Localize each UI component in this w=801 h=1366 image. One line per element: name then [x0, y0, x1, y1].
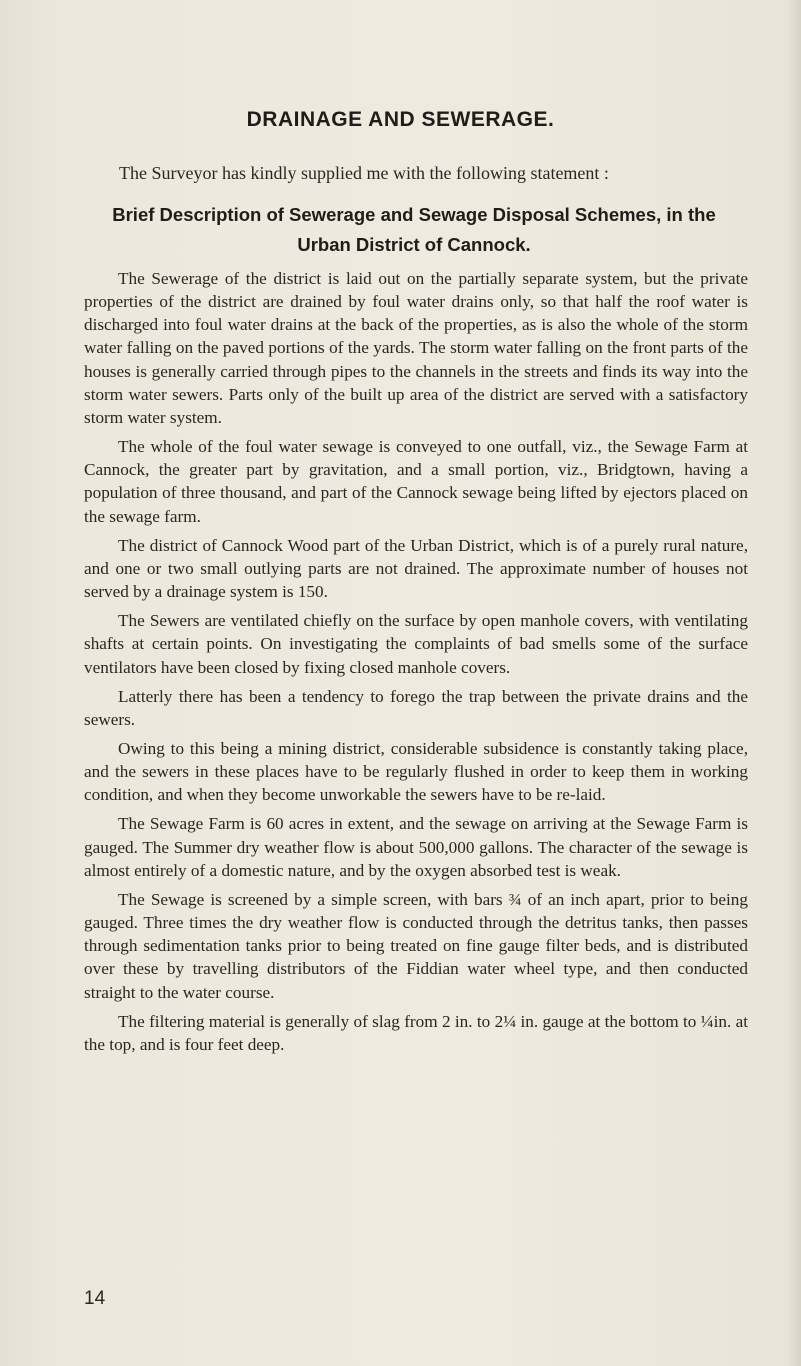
page-heading: DRAINAGE AND SEWERAGE.	[246, 108, 555, 131]
paragraph-outfall: The whole of the foul water sewage is conveyed to one outfall, viz., the Sewage Farm at Cannock, the greater part by gravitation, and a small portion, viz., Bridgtown, having a population of three thousand, and part of the Cannock sewage being lifted by ejectors placed on the sewage farm.	[84, 437, 748, 526]
paragraph-sewerage-system: The Sewerage of the district is laid out on the partially separate system, but the private properties of the district are drained by foul water drains only, so that half the roof water is discharged into foul water drains at the back of the properties, as is also the whole of the storm water falling on the paved portions of the yards. The storm water falling on the front parts of the houses is generally carried through pipes to the channels in the streets and finds its way into the storm water sewers. Parts only of the built up area of the district are served with a satisfactory storm water system.	[84, 269, 748, 427]
section-subheading: Brief Description of Sewerage and Sewage Disposal Schemes, in the Urban District of Cannock.	[112, 204, 716, 255]
paragraph-traps: Latterly there has been a tendency to forego the trap between the private drains and the sewers.	[84, 686, 748, 729]
paragraph-screening: The Sewage is screened by a simple screen, with bars ¾ of an inch apart, prior to being gauged. Three times the dry weather flow is conducted through the detritus tanks, then passes through sedimentation tanks prior to being treated on fine gauge filter beds, and is distributed over these by travelling distributors of the Fiddian water wheel type, and then conducted straight to the water course.	[84, 889, 748, 1002]
page-number: 14	[84, 1288, 106, 1309]
page-edge-shadow	[787, 0, 801, 1366]
paragraph-undrained-areas: The district of Cannock Wood part of the Urban District, which is of a purely rural nature, and one or two small outlying parts are not drained. The approximate number of houses not served by a drainage system is 150.	[84, 535, 748, 602]
paragraph-ventilation: The Sewers are ventilated chiefly on the surface by open manhole covers, with ventilating shafts at certain points. On investigating the complaints of bad smells some of the surface ventilators have been closed by fixing closed manhole covers.	[84, 611, 748, 677]
paragraph-filtering-material: The filtering material is generally of slag from 2 in. to 2¼ in. gauge at the bottom to ¼in. at the top, and is four feet deep.	[84, 1011, 748, 1054]
body-text	[84, 267, 748, 1062]
intro-line: The Surveyor has kindly supplied me with the following statement :	[119, 163, 609, 183]
paragraph-subsidence: Owing to this being a mining district, considerable subsidence is constantly taking place, and the sewers in these places have to be regularly flushed in order to keep them in working condition, and when they become unworkable the sewers have to be re-laid.	[84, 738, 748, 805]
paragraph-sewage-farm: The Sewage Farm is 60 acres in extent, and the sewage on arriving at the Sewage Farm is gauged. The Summer dry weather flow is about 500,000 gallons. The character of the sewage is almost entirely of a domestic nature, and by the oxygen absorbed test is weak.	[84, 814, 748, 880]
